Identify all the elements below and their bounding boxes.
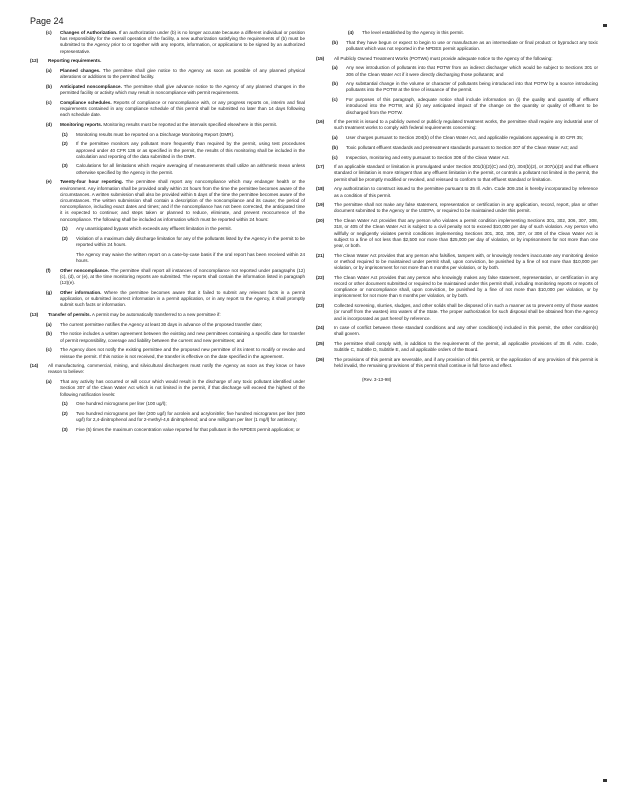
paragraph-item [30,312,305,318]
paragraph-text: The Agency may waive the written report on a case-by-case basis if the oral report has been received within 24 hours. [76,251,305,264]
paragraph-number: (17) [316,164,325,170]
paragraph-number: (a) [46,379,52,385]
paragraph-text: The current permittee notifies the Agency at least 30 days in advance of the proposed transfer date; [60,321,263,327]
paragraph-number: (e) [46,179,52,185]
paragraph-body [346,65,598,77]
paragraph-body [334,164,598,183]
paragraph-item [30,322,305,328]
paragraph-item [316,164,598,183]
paragraph-item [30,347,305,359]
paragraph-text: The permittee shall not make any false statement, representation or certification in any application, record, report, plan or other document submitted to the Agency or the USEPA, or required to be maintained under this permit. [334,202,598,214]
left-column [30,30,305,437]
paragraph-text: If an authorization under (b) is no longer accurate because a different individual or position has responsibility for the overall operation of the facility, a new authorization satisfying the requirements of (b) must be submitted to the Agency prior to or together with any reports, information, or applications to be signed by an authorized representative. [60,30,305,54]
paragraph-title: Other noncompliance. [60,267,109,273]
paragraph-text: The permittee shall comply with, in addition to the requirements of the permit, all applicable provisions of 35 Ill. Adm. Code, Subtitle C, Subtitle D, Subtitle E, and all applicable orders of the Board. [334,341,598,353]
paragraph-number: (d) [46,121,52,127]
paragraph-number: (25) [316,341,325,347]
paragraph-body [334,186,598,198]
paragraph-number: (16) [316,119,325,125]
paragraph-item [30,179,305,222]
paragraph-number: (20) [316,218,325,224]
paragraph-body [60,322,305,328]
paragraph-body [346,135,598,141]
paragraph-text: One hundred micrograms per liter (100 ug/l); [76,401,167,407]
paragraph-body [60,331,305,343]
paragraph-item [30,68,305,80]
paragraph-item [316,30,598,36]
paragraph-body [346,145,598,151]
paragraph-text: That they have begun or expect to begin to use or manufacture as an intermediate or final product or byproduct any toxic pollutant which was not reported in the NPDES permit application. [346,39,598,51]
paragraph-title: Transfer of permits. [48,312,91,318]
paragraph-number: (a) [46,68,52,74]
paragraph-body [76,252,305,264]
paragraph-item [30,236,305,248]
paragraph-body [76,132,305,138]
paragraph-number: (24) [316,325,325,331]
paragraph-number: (2) [62,141,68,147]
paragraph-text: Calculations for all limitations which require averaging of measurements shall utilize an arithmetic mean unless otherwise specified by the Agency in the permit. [76,163,305,175]
paragraph-text: In case of conflict between these standard conditions and any other condition(s) included in this permit, the other condition(s) shall govern. [334,325,598,337]
paragraph-item [30,252,305,264]
paragraph-body [60,379,305,398]
paragraph-number: (b) [332,39,338,45]
paragraph-item [316,81,598,93]
paragraph-item [30,141,305,160]
paragraph-item [30,331,305,343]
paragraph-title: Reporting requirements. [48,58,102,64]
paragraph-body [334,303,598,322]
paragraph-item [316,40,598,52]
scan-mark [603,779,607,782]
paragraph-text: The provisions of this permit are severable, and if any provision of this permit, or the application of any provision of this permit is held invalid, the remaining provisions of this permit shall continue in full force and effect. [334,357,598,369]
paragraph-body [60,122,305,128]
paragraph-text: The Clean Water Act provides that any person who violates a permit condition implementing Sections 301, 302, 306, 307, 308, 318, or 405 of the Clean Water Act is subject to a civil penalty not to exceed $10,000 per day of such violation. Any person who willfully or negligently violates permit conditions implementing Sections 301, 302, 306, 307, or 308 of the Clean Water Act is subject to a fine of not less than $2,500 nor more than $25,000 per day of violation, or by imprisonment for not more than one year, or both. [334,218,598,248]
paragraph-text: Any substantial change in the volume or character of pollutants being introduced into that POTW by a source introducing pollutants into the POTW at the time of issuance of the permit. [346,81,598,93]
paragraph-item [316,97,598,116]
paragraph-body [334,275,598,300]
paragraph-body [48,363,305,375]
paragraph-text: All manufacturing, commercial, mining, and silvicultural dischargers must notify the Agency as soon as they know or have reason to believe: [48,363,305,375]
paragraph-item [316,357,598,369]
paragraph-text: For purposes of this paragraph, adequate notice shall include information on (i) the quality and quantity of effluent introduced into the POTW, and (ii) any anticipated impact of the change on the quantity or quality of effluent to be discharged from the POTW. [346,97,598,115]
paragraph-number: (13) [30,312,39,318]
paragraph-number: (15) [316,55,325,61]
paragraph-text: All Publicly Owned Treatment Works (POTWs) must provide adequate notice to the Agency of the following: [334,55,553,61]
paragraph-body [334,56,598,62]
paragraph-number: (2) [62,410,68,416]
paragraph-body [76,236,305,248]
paragraph-item [30,30,305,55]
paragraph-text: Any unanticipated bypass which exceeds any effluent limitation in the permit. [76,226,232,232]
paragraph-text: That any activity has occurred or will occur which would result in the discharge of any toxic pollutant identified under Section 307 of the Clean Water Act which is not limited in the permit, if that discharge will exceed the highest of the following notification levels: [60,379,305,397]
paragraph-body [48,58,305,64]
paragraph-text: Any authorization to construct issued to the permittee pursuant to 35 Ill. Adm. Code 309.154 is hereby incorporated by reference as a condition of this permit. [334,186,598,198]
paragraph-number: (22) [316,274,325,280]
paragraph-item [316,135,598,141]
paragraph-item [316,65,598,77]
paragraph-number: (g) [46,289,52,295]
paragraph-number: (18) [316,186,325,192]
paragraph-text: Toxic pollutant effluent standards and pretreatment standards pursuant to Section 307 of the Clean Water Act; and [346,144,578,150]
paragraph-body [334,253,598,272]
paragraph-item [30,379,305,398]
paragraph-number: (1) [62,226,68,232]
paragraph-number: (a) [332,135,338,141]
paragraph-number: (c) [46,30,52,35]
paragraph-body [76,163,305,175]
paragraph-item [316,119,598,131]
paragraph-text: Violation of a maximum daily discharge limitation for any of the pollutants listed by the Agency in the permit to be reported within 24 hours. [76,235,305,248]
paragraph-number: (a) [332,65,338,71]
paragraph-title: Compliance schedules. [60,99,112,105]
paragraph-text: The level established by the Agency in this permit. [362,30,464,35]
paragraph-body [60,68,305,80]
paragraph-number: (26) [316,357,325,363]
paragraph-text: User charges pursuant to Section 204(b) of the Clean Water Act, and applicable regulations appearing in 40 CFR 35; [346,135,584,141]
paragraph-body [362,30,598,36]
paragraph-number: (c) [332,97,338,103]
paragraph-body [60,100,305,119]
paragraph-item [30,290,305,309]
paragraph-text: The permittee shall report all instances of noncompliance not reported under paragraphs (12)(c), (d), or (e), at the time monitoring reports are submitted. The reports shall contain the information listed in paragraph (12)(e). [60,267,306,286]
paragraph-body [60,30,305,55]
paragraph-item [30,411,305,423]
paragraph-body [76,427,305,433]
paragraph-body [334,341,598,353]
paragraph-number: (12) [30,58,39,64]
paragraph-number: (2) [62,235,68,241]
paragraph-number: (c) [46,99,52,105]
paragraph-body [48,312,305,318]
paragraph-text: The permittee shall give advance notice to the Agency of any planned changes in the permitted facility or activity which may result in noncompliance with permit requirements. [60,83,305,96]
paragraph-item [30,100,305,119]
paragraph-number: (1) [62,401,68,407]
paragraph-body [76,226,305,232]
paragraph-title: Planned changes. [60,68,101,74]
paragraph-body [334,218,598,249]
paragraph-body [60,84,305,96]
paragraph-number: (1) [62,131,68,137]
paragraph-text: The notice includes a written agreement between the existing and new permittees containing a specific date for transfer of permit responsibility, coverage and liability between the current and new permittees; and [60,331,305,343]
paragraph-item [316,145,598,151]
paragraph-number: (b) [332,144,338,150]
paragraph-body [60,290,305,309]
paragraph-text: Inspection, monitoring and entry pursuant to Section 308 of the Clean Water Act. [346,154,510,160]
paragraph-title: Twenty-four hour reporting. [60,179,123,185]
paragraph-body [346,81,598,93]
paragraph-item [30,226,305,232]
paragraph-text: The permittee shall report any noncompliance which may endanger health or the environment. Any information shall be provided orally within 24 hours from the time the permittee becomes aware of the circumstances. A written submission shall also be provided within 5 days of the time the permittee becomes aware of the circumstances. The written submission shall contain a description of the noncompliance and its cause; the period of noncompliance, including exact dates and times; and if the noncompliance has not been corrected, the anticipated time it is expected to continue; and steps taken or planned to reduce, eliminate, and prevent reoccurrence of the noncompliance. The following shall be included as information which must be reported within 24 hours: [60,179,305,222]
paragraph-number: (c) [332,154,338,160]
paragraph-number: (21) [316,252,325,258]
paragraph-text: Monitoring results must be reported on a Discharge Monitoring Report (DMR). [76,131,235,137]
paragraph-title: Anticipated noncompliance. [60,83,122,89]
paragraph-number: (19) [316,202,325,208]
paragraph-body [60,268,305,287]
paragraph-body [334,119,598,131]
paragraph-text: Any new introduction of pollutants into that POTW from an indirect discharger which would be subject to Sections 301 or 306 of the Clean Water Act if it were directly discharging those pollutants; and [346,65,598,77]
paragraph-number: (14) [30,363,39,369]
paragraph-text: Two hundred micrograms per liter (200 ug/l) for acrolein and acrylonitrile; five hundred micrograms per liter (500 ug/l) for 2,4-dinitrophenol and for 2-methyl-4,6 dinitrophenol; and one milligram per liter (1 mg/l) for antimony; [76,410,305,423]
paragraph-body [76,411,305,423]
paragraph-body [346,155,598,161]
paragraph-item [30,401,305,407]
paragraph-body [60,347,305,359]
paragraph-item [316,218,598,249]
paragraph-body [60,179,305,222]
paragraph-number: (3) [62,426,68,432]
paragraph-text: Where the permittee becomes aware that it failed to submit any relevant facts in a permit application, or submitted incorrect information in a permit application, or in any report to the Agency, it shall promptly submit such facts or information. [60,289,305,308]
right-column [316,30,598,384]
paragraph-text: The Clean Water Act provides that any person who knowingly makes any false statement, representation, or certification in any record or other document submitted or required to be maintained under this permit shall, including monitoring reports or reports of compliance or noncompliance shall, upon conviction, be punished by a fine of not more than $10,000 per violation, or by imprisonment for not more than 6 months per violation, or by both. [334,274,598,299]
paragraph-text: If the permit is issued to a publicly owned or publicly regulated treatment works, the permittee shall require any industrial user of such treatment works to comply with federal requirements concerning: [334,119,598,131]
paragraph-item [316,56,598,62]
paragraph-item [30,363,305,375]
paragraph-text: A permit may be automatically transferred to a new permittee if: [91,312,221,318]
paragraph-body [76,401,305,407]
paragraph-item [316,325,598,337]
scan-mark [603,24,607,27]
paragraph-title: Other information. [60,289,102,295]
revision-note: (Rev. 3-13-98) [362,377,392,383]
paragraph-number: (a) [46,321,52,327]
paragraph-body [76,141,305,160]
paragraph-item [316,253,598,272]
paragraph-number: (b) [46,331,52,337]
paragraph-body [334,357,598,369]
paragraph-text: The Clean Water Act provides that any person who falsifies, tampers with, or knowingly renders inaccurate any monitoring device or method required to be maintained under permit shall, upon conviction, be punished by a fine of not more than $10,000 per violation, or by imprisonment for not more than 6 months per violation, or by both. [334,252,598,271]
paragraph-number: (23) [316,303,325,309]
paragraph-body [334,325,598,337]
paragraph-text: Reports of compliance or noncompliance with, or any progress reports on, interim and final requirements contained in any compliance schedule of this permit shall be submitted no later than 14 days following each schedule date. [60,99,306,118]
paragraph-item [316,341,598,353]
paragraph-number: (b) [332,81,338,87]
paragraph-number: (4) [348,30,354,35]
paragraph-text: Monitoring results must be reported at the intervals specified elsewhere in this permit. [103,121,278,127]
paragraph-item [30,268,305,287]
paragraph-number: (3) [62,163,68,169]
paragraph-body [334,202,598,214]
paragraph-item [30,163,305,175]
paragraph-text: The permittee shall give notice to the Agency as soon as possible of any planned physical alterations or additions to the permitted facility. [60,68,305,80]
paragraph-title: Monitoring reports. [60,121,103,127]
paragraph-text: If an applicable standard or limitation is promulgated under Section 301(b)(2)(C) and (D), 304(b)(2), or 307(a)(2) and that effluent standard or limitation is more stringent than any effluent limitation in the permit, or controls a pollutant not limited in the permit, the permit shall be promptly modified or revoked, and reissued to conform to that effluent standard or limitation. [334,164,598,182]
paragraph-item [316,186,598,198]
paragraph-number: (f) [46,267,51,273]
paragraph-item [30,427,305,433]
paragraph-item [316,155,598,161]
paragraph-body [346,97,598,116]
paragraph-item [316,275,598,300]
paragraph-item [30,132,305,138]
paragraph-item [316,303,598,322]
paragraph-item [30,84,305,96]
paragraph-text: If the permittee monitors any pollutant more frequently than required by the permit, using test procedures approved under 40 CFR 136 or as specified in the permit, the results of this monitoring shall be included in the calculation and reporting of the data submitted in the DMR. [76,141,305,159]
paragraph-item [316,202,598,214]
paragraph-number: (c) [46,347,52,353]
paragraph-text: Collected screening, slurries, sludges, and other solids shall be disposed of in such a manner as to prevent entry of those wastes (or runoff from the wastes) into waters of the State. The proper authorization for such disposal shall be obtained from the Agency and is incorporated as part hereof by reference. [334,303,598,321]
paragraph-item [30,58,305,64]
paragraph-text: Five (5) times the maximum concentration value reported for that pollutant in the NPDES permit application; or [76,426,300,432]
page-number: Page 24 [30,16,64,26]
paragraph-text: The Agency does not notify the existing permittee and the proposed new permittee of its intent to modify or revoke and reissue the permit. If this notice is not received, the transfer is effective on the date specified in the agreement. [60,347,305,359]
paragraph-title: Changes of Authorization. [60,30,118,35]
paragraph-number: (b) [46,83,52,89]
paragraph-item [30,122,305,128]
paragraph-body [346,40,598,52]
